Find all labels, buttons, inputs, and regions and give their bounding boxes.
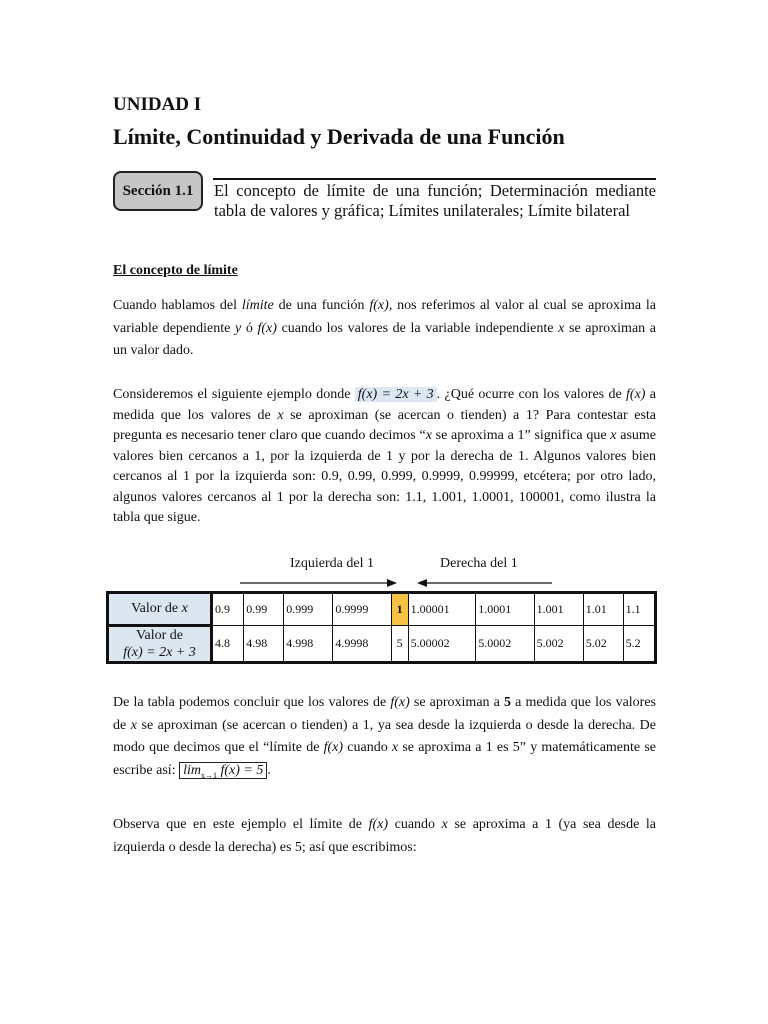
section-label-box xyxy=(113,171,203,211)
table-cell: 5.0002 xyxy=(476,626,534,663)
paragraph-3: De la tabla podemos concluir que los valores de f(x) se aproximan a 5 a medida que los valores de x se aproximan (se acercan o tienden) a 1, ya sea desde la izquierda o desde la derecha. De modo que decimos que el “límite de f(x) cuando x se aproxima a 1 es 5” y matemáticamente se escribe así: $\lim_{x\to 1} f(x) = 5$ . xyxy=(113,695,656,780)
right-arrow-head xyxy=(417,579,427,587)
left-arrow-label: Izquierda del 1 xyxy=(290,556,374,571)
limit-expression: $\lim_{x\to 1} f(x) = 5$ xyxy=(179,762,267,779)
table-cell-one: 1 xyxy=(391,593,408,626)
table-cell: 5.02 xyxy=(583,626,623,663)
direction-arrows xyxy=(240,576,560,590)
subheading: El concepto de límite xyxy=(113,263,238,278)
table-cell: 0.9 xyxy=(212,593,244,626)
section-title: El concepto de límite de una función; Determinación mediante tabla de valores y gráfica; Límites unilaterales; Límite bilateral xyxy=(214,181,656,220)
table-cell: 1.001 xyxy=(534,593,583,626)
table-cell: 0.9999 xyxy=(333,593,391,626)
section-label: Sección 1.1 xyxy=(122,182,194,199)
paragraph-1: Cuando hablamos del límite de una función f(x), nos referimos al valor al cual se aproxima la variable dependiente y ó f(x) cuando los valores de la variable independiente x se aproximan a un valor dado. xyxy=(113,298,657,358)
table-cell: 1.01 xyxy=(583,593,623,626)
table-cell: 4.8 xyxy=(212,626,244,663)
table-cell: 0.99 xyxy=(244,593,284,626)
table-cell: 4.9998 xyxy=(333,626,391,663)
table-row-fx xyxy=(108,626,656,663)
page-title: Límite, Continuidad y Derivada de una Función xyxy=(113,124,565,149)
table-cell: 5.002 xyxy=(534,626,583,663)
values-table xyxy=(106,591,657,664)
table-cell: 4.998 xyxy=(284,626,333,663)
table-cell: 5.2 xyxy=(623,626,655,663)
table-cell: 5 xyxy=(391,626,408,663)
unit-heading: UNIDAD I xyxy=(113,94,202,115)
equation-highlight: f(x) = 2x + 3 xyxy=(355,387,437,402)
table-cell: 1.0001 xyxy=(476,593,534,626)
table-cell: 5.00002 xyxy=(408,626,476,663)
table-cell: 4.98 xyxy=(244,626,284,663)
paragraph-2: Consideremos el siguiente ejemplo donde f(x) = 2x + 3 . ¿Qué ocurre con los valores de f(x) a medida que los valores de x se aproximan (se acercan o tienden) a 1? Para contestar esta pregunta es necesario tener claro que cuando decimos “x se aproxima a 1” significa que x asume valores bien cercanos a 1, por la izquierda de 1 y por la derecha de 1. Algunos valores bien cercanos al 1 por la izquierda son: 0.9, 0.99, 0.999, 0.9999, 0.99999, etcétera; por otro lado, algunos valores cercanos al 1 por la derecha son: 1.1, 1.001, 1.0001, 100001, como ilustra la tabla que sigue. xyxy=(113,387,657,525)
table-cell: 1.00001 xyxy=(408,593,476,626)
left-arrow-head xyxy=(387,579,397,587)
table-row-x xyxy=(108,593,656,626)
table-cell: 1.1 xyxy=(623,593,655,626)
row-header-x: Valor de x xyxy=(108,593,212,626)
table-cell: 0.999 xyxy=(284,593,333,626)
section-rule xyxy=(213,178,656,180)
paragraph-4: Observa que en este ejemplo el límite de f(x) cuando x se aproxima a 1 (ya sea desde la izquierda o desde la derecha) es 5; así que escribimos: xyxy=(113,817,657,855)
row-header-fx: Valor de f(x) = 2x + 3 xyxy=(108,626,212,663)
right-arrow-label: Derecha del 1 xyxy=(440,556,518,571)
